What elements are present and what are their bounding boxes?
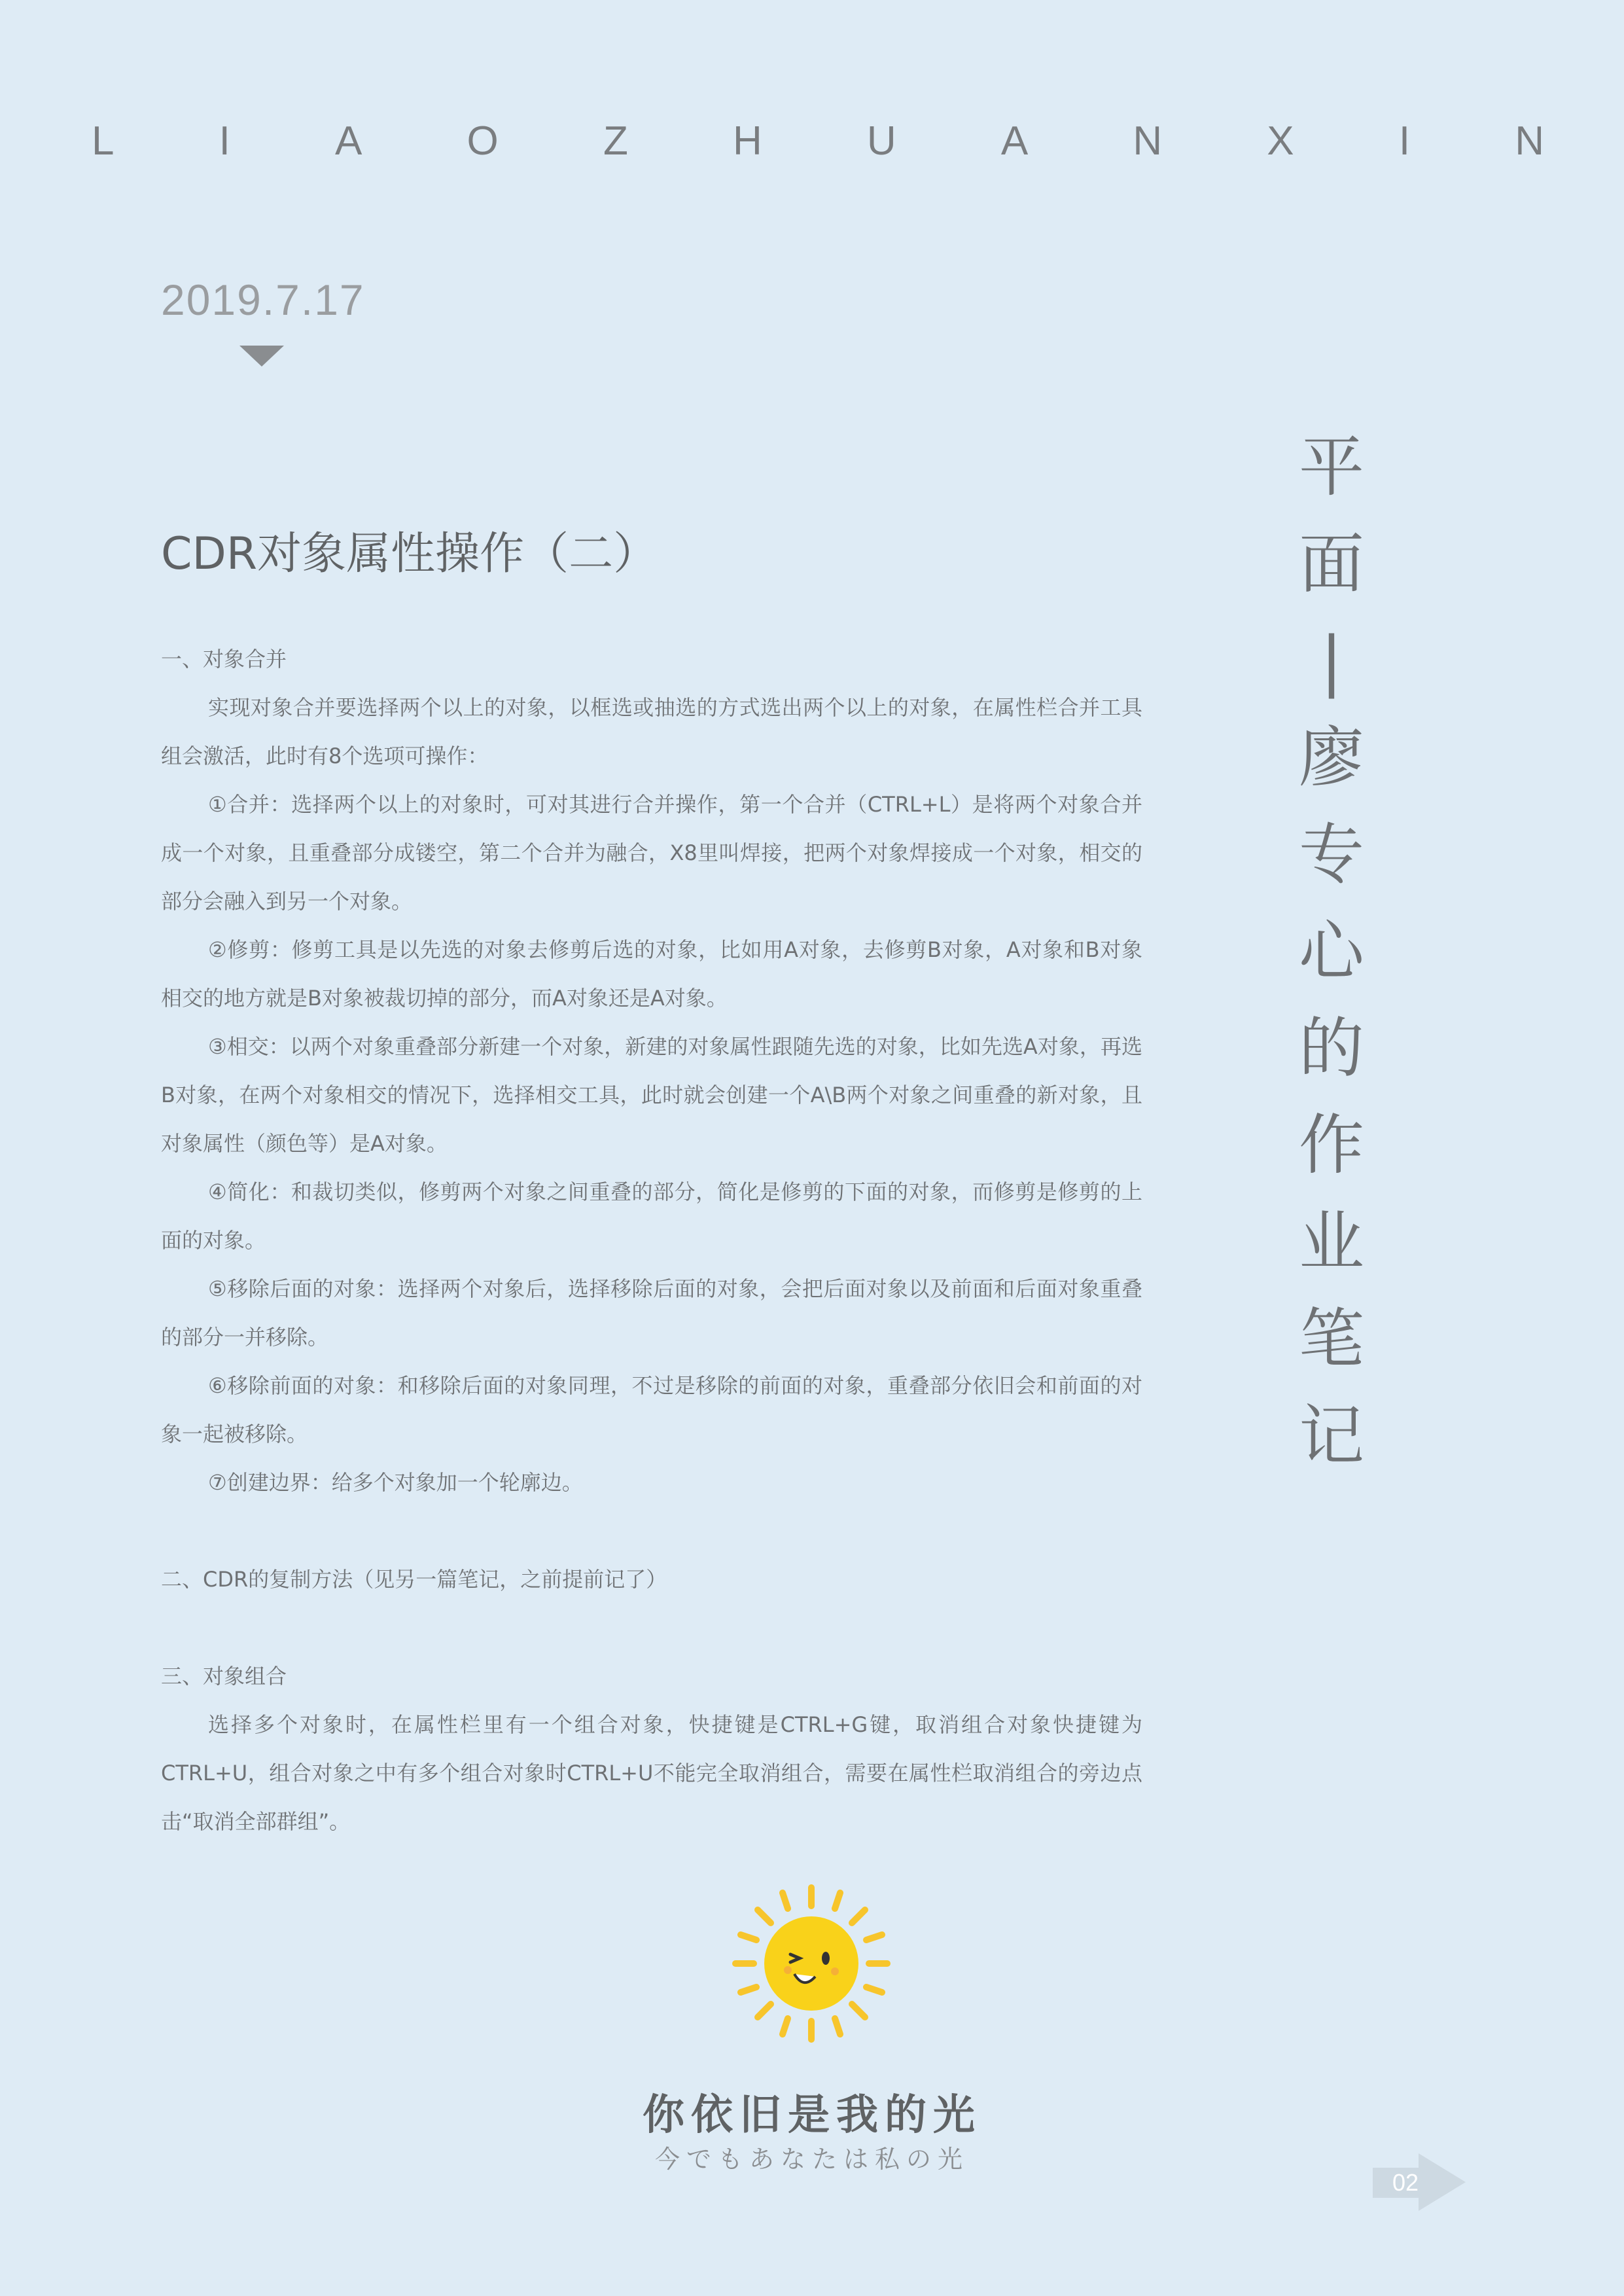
paragraph: 选择多个对象时，在属性栏里有一个组合对象，快捷键是CTRL+G键，取消组合对象快捷键为CTRL+U，组合对象之中有多个组合对象时CTRL+U不能完全取消组合，需要在属性栏取消组合的旁边点击“取消全部群组”。 [161, 1712, 1142, 1834]
header-letter: I [1398, 118, 1411, 164]
vertical-title-char: 专 [1299, 816, 1364, 893]
vertical-title-char: 笔 [1299, 1300, 1364, 1377]
vertical-title-char: 业 [1299, 1204, 1364, 1280]
paragraph: ⑦创建边界：给多个对象加一个轮廓边。 [208, 1470, 583, 1495]
header-letter: A [335, 118, 362, 164]
vertical-title-char: 廖 [1299, 719, 1364, 796]
paragraph: ⑤移除后面的对象：选择两个对象后，选择移除后面的对象，会把后面对象以及前面和后面对象重叠的部分一并移除。 [161, 1276, 1142, 1350]
section-heading: 三、对象组合 [161, 1664, 287, 1689]
header-letter: L [92, 118, 115, 164]
vertical-title-char: 的 [1299, 1010, 1364, 1086]
header-letter: O [467, 118, 499, 164]
date-down-arrow-icon [239, 346, 284, 367]
vertical-title [1296, 419, 1368, 1484]
paragraph: 实现对象合并要选择两个以上的对象，以框选或抽选的方式选出两个以上的对象，在属性栏合并工具组会激活，此时有8个选项可操作： [161, 695, 1142, 768]
article-body [161, 635, 1142, 1846]
header-letters [92, 118, 1544, 164]
vertical-title-char: 平 [1299, 429, 1364, 505]
paragraph: ②修剪：修剪工具是以先选的对象去修剪后选的对象，比如用A对象，去修剪B对象，A对象和B对象相交的地方就是B对象被裁切掉的部分，而A对象还是A对象。 [161, 937, 1142, 1011]
paragraph: ④简化：和裁切类似，修剪两个对象之间重叠的部分，简化是修剪的下面的对象，而修剪是修剪的上面的对象。 [161, 1179, 1142, 1253]
sun-mascot-icon [726, 1878, 896, 2049]
date: 2019.7.17 [161, 276, 365, 324]
header-letter: N [1515, 118, 1544, 164]
page-number-badge [1373, 2153, 1466, 2210]
paragraph: ①合并：选择两个以上的对象时，可对其进行合并操作，第一个合并（CTRL+L）是将两个对象合并成一个对象，且重叠部分成镂空，第二个合并为融合，X8里叫焊接，把两个对象焊接成一个对象，相交的部分会融入到另一个对象。 [161, 792, 1142, 914]
header-letter: A [1000, 118, 1029, 164]
spacer [161, 1507, 1142, 1555]
vertical-title-char: 作 [1299, 1107, 1364, 1183]
header-letter: U [866, 118, 896, 164]
paragraph: ③相交：以两个对象重叠部分新建一个对象，新建的对象属性跟随先选的对象，比如先选A对象，再选B对象，在两个对象相交的情况下，选择相交工具，此时就会创建一个A\B两个对象之间重叠的新对象，且对象属性（颜色等）是A对象。 [161, 1034, 1142, 1156]
page-number: 02 [1392, 2169, 1419, 2196]
spacer [161, 1604, 1142, 1652]
header-letter: I [219, 118, 230, 164]
vertical-title-char: 记 [1299, 1397, 1364, 1474]
section-heading: 一、对象合并 [161, 647, 287, 672]
vertical-title-char: | [1320, 622, 1343, 699]
header-letter: X [1267, 118, 1294, 164]
header-letter: Z [603, 118, 628, 164]
slogan-main: 你依旧是我的光 [643, 2091, 981, 2140]
paragraph: ⑥移除前面的对象：和移除后面的对象同理，不过是移除的前面的对象，重叠部分依旧会和前面的对象一起被移除。 [161, 1373, 1142, 1446]
vertical-title-char: 面 [1299, 526, 1364, 602]
header-letter: H [732, 118, 762, 164]
slogan-sub: 今でもあなたは私の光 [654, 2145, 969, 2174]
header-letter: N [1133, 118, 1163, 164]
section-heading: 二、CDR的复制方法（见另一篇笔记，之前提前记了） [161, 1567, 667, 1592]
page-title: CDR对象属性操作（二） [161, 528, 658, 580]
vertical-title-char: 心 [1299, 913, 1364, 990]
